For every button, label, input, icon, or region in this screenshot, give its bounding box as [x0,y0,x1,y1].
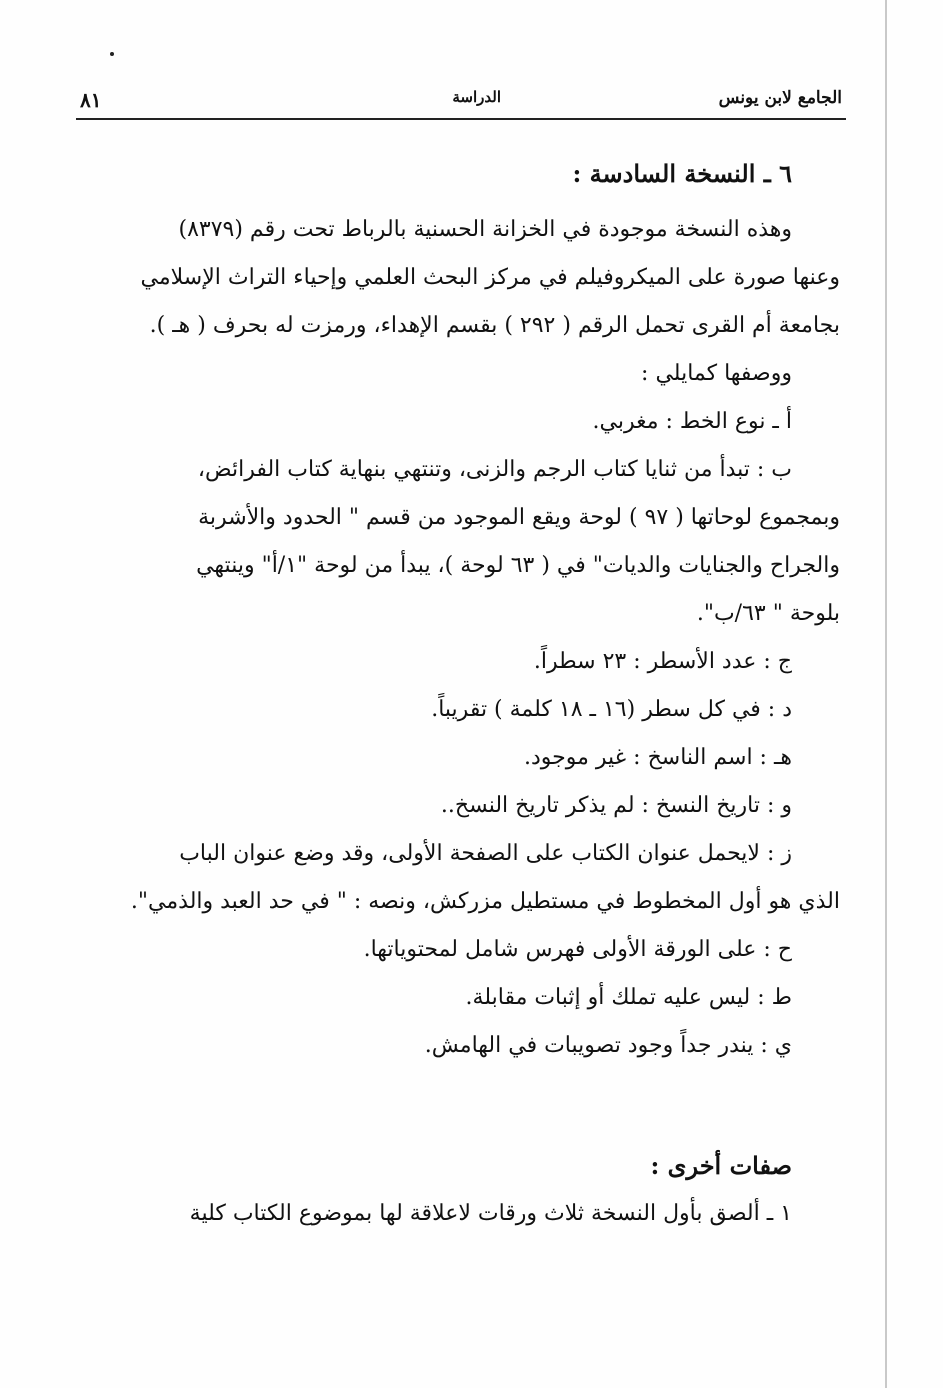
paragraph-line: بجامعة أم القرى تحمل الرقم ( ٢٩٢ ) بقسم الإهداء، ورمزت له بحرف ( هـ ). [149,313,840,338]
item-z-line: الذي هو أول المخطوط في مستطيل مزركش، ونصه : " في حد العبد والذمي". [130,889,840,914]
item-z-line: ز : لايحمل عنوان الكتاب على الصفحة الأولى، وقد وضع عنوان الباب [179,841,792,866]
page-body [80,150,840,1238]
item-ha: ح : على الورقة الأولى فهرس شامل لمحتوياتها. [363,937,792,962]
running-header [76,84,846,120]
header-book-title: الجامع لابن يونس [718,88,842,108]
header-section: الدراسة [452,88,501,106]
item-j: ج : عدد الأسطر : ٢٣ سطراً. [533,649,792,674]
page-number: ٨١ [80,88,102,112]
item-b-line: بلوحة " ٦٣/ب". [696,601,840,626]
item-t: ط : ليس عليه تملك أو إثبات مقابلة. [465,985,792,1010]
item-b-line: وبمجموع لوحاتها ( ٩٧ ) لوحة ويقع الموجود من قسم " الحدود والأشربة [198,505,840,530]
item-h: هـ : اسم الناسخ : غير موجود. [524,745,792,770]
other-features-heading: صفات أخرى : [650,1151,792,1180]
section-heading: ٦ ـ النسخة السادسة : [572,159,792,188]
item-a: أ ـ نوع الخط : مغربي. [592,409,792,434]
other-item-1: ١ ـ ألصق بأول النسخة ثلاث ورقات لاعلاقة لها بموضوع الكتاب كلية [189,1201,792,1226]
speck [110,52,114,56]
item-y: ي : يندر جداً وجود تصويبات في الهامش. [424,1033,792,1058]
paragraph-line: وعنها صورة على الميكروفيلم في مركز البحث العلمي وإحياء التراث الإسلامي [140,265,840,290]
paragraph-line: وهذه النسخة موجودة في الخزانة الحسنية بالرباط تحت رقم (٨٣٧٩) [178,217,792,242]
item-b-line: ب : تبدأ من ثنايا كتاب الرجم والزنى، وتنتهي بنهاية كتاب الفرائض، [197,457,792,482]
item-b-line: والجراح والجنايات والديات" في ( ٦٣ لوحة )، يبدأ من لوحة "١/أ" وينتهي [196,553,840,578]
item-d: د : في كل سطر (١٦ ـ ١٨ كلمة ) تقريباً. [431,697,792,722]
page-edge-shadow [885,0,887,1388]
description-intro: ووصفها كمايلي : [641,361,792,386]
item-w: و : تاريخ النسخ : لم يذكر تاريخ النسخ.. [440,793,792,818]
